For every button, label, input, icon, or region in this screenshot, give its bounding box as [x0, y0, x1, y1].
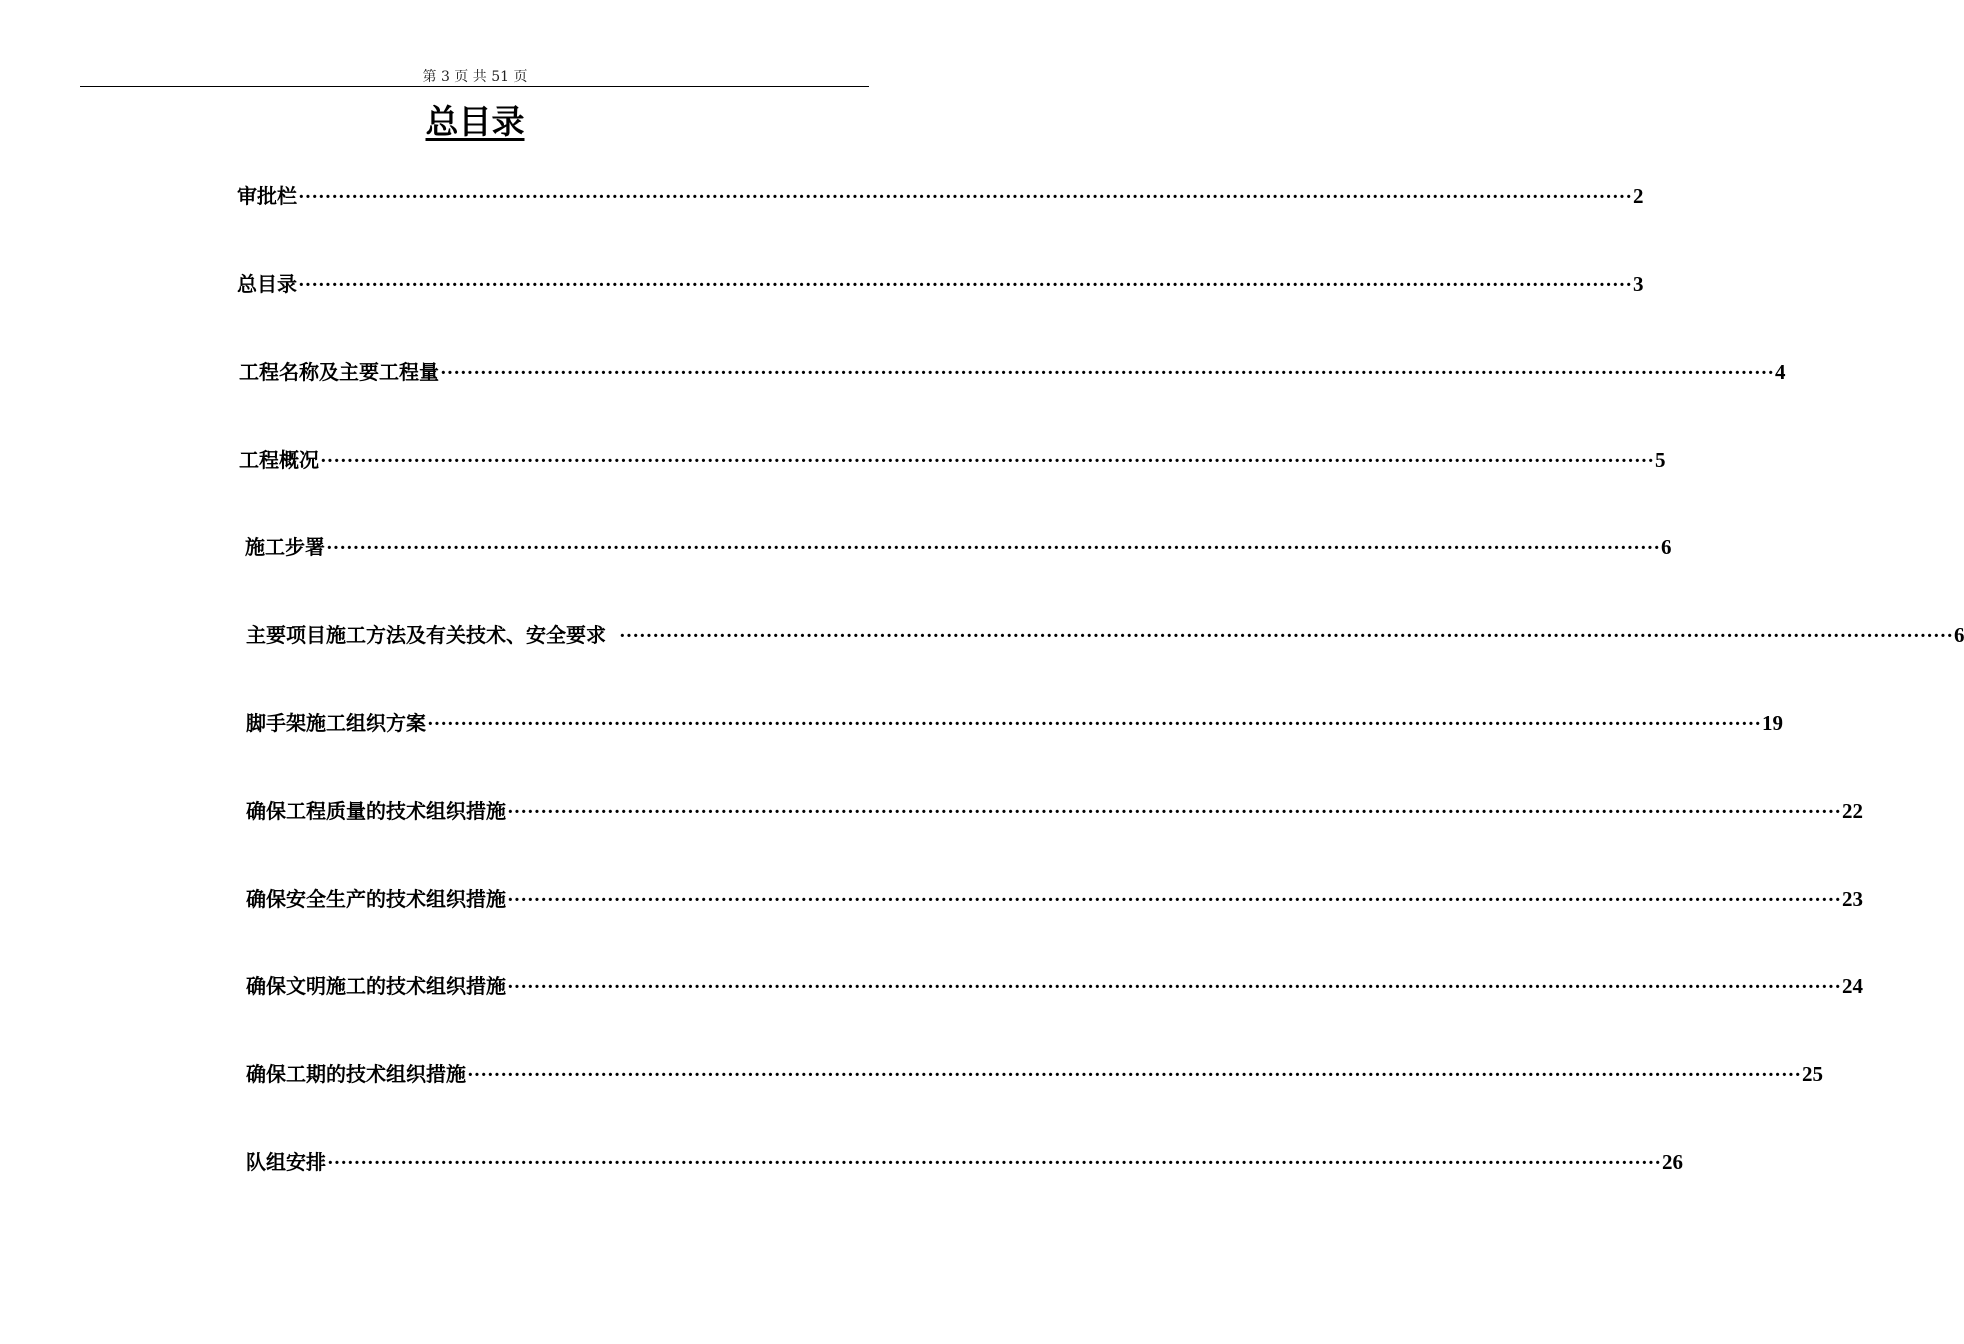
- toc-page-number: 25: [1801, 1062, 1823, 1086]
- toc-label: 脚手架施工组织方案: [246, 711, 426, 735]
- toc-entry[interactable]: [237, 180, 1644, 212]
- toc-leader-dots: ········································································································································································································: [320, 450, 1654, 472]
- toc-leader-dots: ········································································································································································································: [440, 362, 1774, 384]
- toc-leader-dots: ········································································································································································································: [298, 186, 1632, 208]
- header-divider: [80, 86, 869, 87]
- toc-page-number: 6: [1953, 623, 1964, 647]
- toc-label: 确保安全生产的技术组织措施: [246, 887, 506, 911]
- toc-entry[interactable]: [246, 707, 1783, 739]
- toc-page-number: 2: [1632, 184, 1644, 208]
- toc-entry[interactable]: [246, 1146, 1683, 1178]
- toc-leader-dots: ········································································································································································································: [327, 1152, 1661, 1174]
- toc-label: 队组安排: [246, 1150, 326, 1174]
- toc-entry[interactable]: [237, 268, 1644, 300]
- toc-leader-dots: ········································································································································································································: [467, 1064, 1801, 1086]
- toc-label: 工程名称及主要工程量: [239, 360, 439, 384]
- toc-page-number: 5: [1654, 448, 1666, 472]
- toc-page-number: 19: [1761, 711, 1783, 735]
- toc-label: 确保工期的技术组织措施: [246, 1062, 466, 1086]
- toc-leader-dots: ········································································································································································································: [507, 801, 1841, 823]
- toc-label: 审批栏: [237, 184, 297, 208]
- toc-label: 主要项目施工方法及有关技术、安全要求: [246, 623, 606, 647]
- toc-page-number: 22: [1841, 799, 1863, 823]
- toc-label: 确保工程质量的技术组织措施: [246, 799, 506, 823]
- toc-leader-dots: ········································································································································································································: [507, 976, 1841, 998]
- toc-entry[interactable]: [239, 356, 1786, 388]
- toc-page-number: 24: [1841, 974, 1863, 998]
- toc-leader-dots: ········································································································································································································: [326, 537, 1660, 559]
- toc-leader-dots: ········································································································································································································: [619, 625, 1953, 647]
- toc-leader-dots: ········································································································································································································: [507, 889, 1841, 911]
- toc-entry[interactable]: [246, 795, 1863, 827]
- toc-entry[interactable]: [246, 1058, 1823, 1090]
- toc-leader-dots: ········································································································································································································: [298, 274, 1632, 296]
- toc-label: 总目录: [237, 272, 297, 296]
- toc-entry[interactable]: [246, 883, 1863, 915]
- toc-entry[interactable]: [246, 970, 1863, 1002]
- toc-leader-dots: ········································································································································································································: [427, 713, 1761, 735]
- toc-page-number: 26: [1661, 1150, 1683, 1174]
- toc-page-number: 23: [1841, 887, 1863, 911]
- toc-label: 确保文明施工的技术组织措施: [246, 974, 506, 998]
- toc-entry[interactable]: [246, 619, 1964, 651]
- toc-page-number: 6: [1660, 535, 1672, 559]
- document-title: 总目录: [425, 102, 525, 141]
- toc-label: 施工步署: [245, 535, 325, 559]
- toc-entry[interactable]: [245, 531, 1672, 563]
- toc-page-number: 4: [1774, 360, 1786, 384]
- toc-page-number: 3: [1632, 272, 1644, 296]
- page-header: 第 3 页 共 51 页: [422, 69, 528, 85]
- toc-label: 工程概况: [239, 448, 319, 472]
- toc-entry[interactable]: [239, 444, 1666, 476]
